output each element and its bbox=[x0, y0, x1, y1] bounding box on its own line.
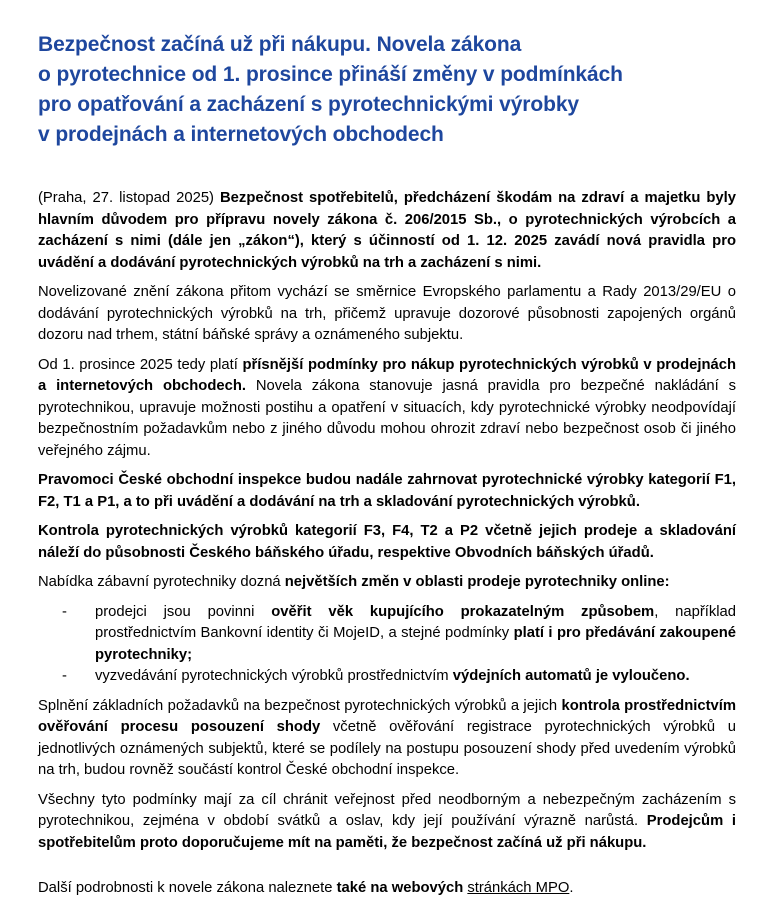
text-segment: Novelizované znění zákona přitom vychází se směrnice Evropského parlamentu a Rady 2013/29/EU o dodávání pyrotechnických výrobků na trh, přičemž upravuje dozorové působnosti zapojených orgánů dozoru nad trhem, státní báňské správy a oznámeného subjektu. bbox=[38, 284, 736, 343]
document-body bbox=[38, 188, 736, 900]
footer-note bbox=[38, 878, 736, 900]
text-segment: včetně ověřování registrace pyrotechnických výrobků u jednotlivých oznámených subjektů, které se podílely na postupu posouzení shody před uvedením výrobků na trh, budou rovněž součástí kontrol České obchodní inspekce. bbox=[38, 719, 736, 778]
paragraph bbox=[38, 696, 736, 782]
text-segment: Bezpečnost spotřebitelů, předcházení škodám na zdraví a majetku byly hlavním důvodem pro přípravu novely zákona č. 206/2015 Sb., o pyrotechnických výrobcích a zacházení s nimi (dále jen „zákon“), který s účinností od 1. 12. 2025 zavádí nová pravidla pro uvádění a dodávání pyrotechnických výrobků na trh a zacházení s nimi. bbox=[38, 190, 736, 271]
text-segment: výdejních automatů je vyloučeno. bbox=[452, 668, 690, 684]
text-segment: největších změn v oblasti prodeje pyrotechniky online: bbox=[284, 574, 670, 590]
mpo-link[interactable]: stránkách MPO bbox=[467, 880, 570, 896]
page-title bbox=[38, 30, 736, 150]
bullet-item bbox=[38, 666, 736, 688]
text-segment: Splnění základních požadavků na bezpečnost pyrotechnických výrobků a jejich bbox=[38, 697, 562, 714]
text-segment: . bbox=[569, 880, 574, 896]
text-segment: Novela zákona stanovuje jasná pravidla pro bezpečné nakládání s pyrotechnikou, upravuje možnosti postihu a opatření v situacích, kdy pyrotechnické výrobky neodpovídají bezpečnostním požadavkům nebo z jiného důvodu mohou ohrozit zdraví nebo bezpečnost osob či jiného veřejného zájmu. bbox=[38, 378, 737, 459]
title-line-1: Bezpečnost začíná už při nákupu. Novela zákona bbox=[38, 33, 522, 56]
text-segment: Kontrola pyrotechnických výrobků kategorií F3, F4, T2 a P2 včetně jejich prodeje a skladování náleží do působnosti Českého báňského úřadu, respektive Obvodních báňských úřadů. bbox=[38, 523, 736, 561]
text-segment: přísnější podmínky pro nákup pyrotechnických výrobků v prodejnách a internetových obchodech. bbox=[38, 356, 737, 394]
text-segment: (Praha, 27. listopad 2025) bbox=[38, 190, 220, 206]
title-line-2: o pyrotechnice od 1. prosince přináší změny v podmínkách bbox=[38, 63, 623, 86]
paragraph bbox=[38, 470, 736, 513]
text-segment: Další podrobnosti k novele zákona naleznete bbox=[38, 880, 337, 896]
paragraph bbox=[38, 790, 736, 855]
text-segment: , například prostřednictvím Bankovní identity či MojeID, a stejné podmínky bbox=[95, 603, 737, 641]
text-segment: platí i pro předávání zakoupené pyrotechniky; bbox=[95, 625, 736, 663]
text-segment: Pravomoci České obchodní inspekce budou nadále zahrnovat pyrotechnické výrobky kategorií F1, F2, T1 a P1, a to při uvádění a dodávání na trh a skladování pyrotechnických výrobků. bbox=[38, 472, 736, 510]
paragraph bbox=[38, 282, 736, 347]
paragraph bbox=[38, 572, 736, 594]
title-line-3: pro opatřování a zacházení s pyrotechnickými výrobky bbox=[38, 93, 579, 116]
bullet-item bbox=[38, 602, 736, 667]
text-segment: ověřit věk kupujícího prokazatelným způsobem bbox=[271, 603, 655, 620]
paragraph bbox=[38, 355, 736, 463]
text-segment: také na webových bbox=[336, 880, 468, 896]
bullet-dash: - bbox=[62, 603, 67, 620]
paragraph bbox=[38, 188, 736, 274]
text-segment: kontrola prostřednictvím ověřování procesu posouzení shody bbox=[38, 697, 736, 735]
text-segment: Všechny tyto podmínky mají za cíl chránit veřejnost před neodborným a nebezpečným zacházením s pyrotechnikou, zejména v období svátků a oslav, kdy její používání výrazně narůstá. bbox=[38, 791, 736, 829]
bullet-dash: - bbox=[62, 668, 67, 684]
text-segment: Prodejcům i spotřebitelům proto doporučujeme mít na paměti, že bezpečnost začíná už při nákupu. bbox=[38, 813, 736, 851]
text-segment: Od 1. prosince 2025 tedy platí bbox=[38, 356, 243, 373]
title-line-4: v prodejnách a internetových obchodech bbox=[38, 123, 444, 146]
text-segment: prodejci jsou povinni bbox=[95, 603, 272, 620]
text-segment: vyzvedávání pyrotechnických výrobků prostřednictvím bbox=[95, 668, 453, 684]
paragraph bbox=[38, 521, 736, 564]
text-segment: Nabídka zábavní pyrotechniky dozná bbox=[38, 574, 285, 590]
